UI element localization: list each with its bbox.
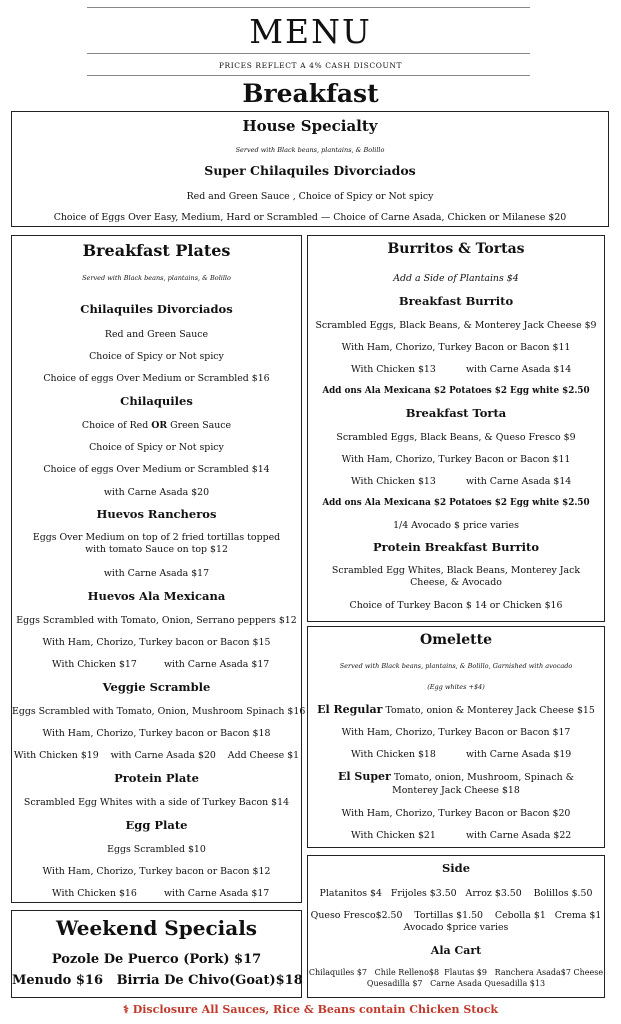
- bt-line-2: With Ham, Chorizo, Turkey Bacon or Bacon $11: [341, 454, 571, 465]
- ch-line-4: with Carne Asada $20: [103, 487, 210, 498]
- weekend-line-2: Menudo $16 Birria De Chivo(Goat)$18: [12, 973, 303, 988]
- weekend-specials-box: [11, 910, 302, 998]
- ham-line-2: With Ham, Chorizo, Turkey bacon or Bacon $15: [42, 637, 271, 648]
- ep-line-3b: with Carne Asada $17: [164, 888, 270, 899]
- breakfast-heading: Breakfast: [242, 79, 379, 108]
- house-line-2: Choice of Eggs Over Easy, Medium, Hard or Scrambled — Choice of Carne Asada, Chicken or Milanese $20: [53, 212, 567, 223]
- es-line-2: With Ham, Chorizo, Turkey Bacon or Bacon $20: [341, 808, 571, 819]
- chd-line-1: Red and Green Sauce: [104, 329, 209, 340]
- huevos-ala-mexicana-name: Huevos Ala Mexicana: [87, 589, 226, 603]
- protein-burrito-name: Protein Breakfast Burrito: [373, 540, 539, 554]
- pb-line-2: Choice of Turkey Bacon $ 14 or Chicken $16: [349, 600, 563, 611]
- omelette-box: [307, 626, 605, 848]
- ch-line-1: Choice of Red OR Green Sauce: [81, 420, 232, 431]
- el-regular-line: El Regular Tomato, onion & Monterey Jack Cheese $15: [317, 703, 595, 716]
- house-line-1: Red and Green Sauce , Choice of Spicy or Not spicy: [186, 191, 434, 202]
- vs-line-1: Eggs Scrambled with Tomato, Onion, Mushroom Spinach $16: [12, 706, 306, 717]
- omelette-egg-whites: (Egg whites +$4): [427, 683, 485, 691]
- breakfast-plates-box: [11, 235, 306, 903]
- ch-line-2: Choice of Spicy or Not spicy: [89, 442, 224, 453]
- side-row-1: Platanitos $4 Frijoles $3.50 Arroz $3.50 Bolillos $.50: [319, 888, 593, 899]
- ala-cart-line-1: Chilaquiles $7 Chile Relleno$8 Flautas $9 Ranchera Asada$7 Cheese: [308, 968, 604, 977]
- ham-line-1: Eggs Scrambled with Tomato, Onion, Serrano peppers $12: [16, 615, 297, 626]
- protein-plate-name: Protein Plate: [114, 771, 199, 785]
- burritos-tortas-title: Burritos & Tortas: [387, 241, 525, 257]
- huevos-rancheros-name: Huevos Rancheros: [96, 507, 217, 521]
- pb-line-1: Scrambled Egg Whites, Black Beans, Monterey Jack Cheese, & Avocado: [331, 565, 581, 588]
- chilaquiles-divorciados-name: Chilaquiles Divorciados: [80, 302, 233, 316]
- super-chilaquiles-name: Super Chilaquiles Divorciados: [204, 163, 416, 178]
- er-line-3b: with Carne Asada $19: [466, 749, 572, 760]
- es-line-3b: with Carne Asada $22: [466, 830, 572, 841]
- omelette-title: Omelette: [420, 632, 492, 648]
- ham-line-3a: With Chicken $17: [52, 659, 137, 670]
- er-line-3a: With Chicken $18: [351, 749, 436, 760]
- chd-line-3: Choice of eggs Over Medium or Scrambled $16: [43, 373, 270, 384]
- cash-discount-note: PRICES REFLECT A 4% CASH DISCOUNT: [218, 61, 403, 70]
- breakfast-burrito-name: Breakfast Burrito: [398, 294, 514, 308]
- omelette-note: Served with Black beans, plantains, & Bolillo, Garnished with avocado: [339, 662, 573, 670]
- pp-line-1: Scrambled Egg Whites with a side of Turkey Bacon $14: [23, 797, 290, 808]
- el-super-line: El Super Tomato, onion, Mushroom, Spinach & Monterey Jack Cheese $18: [338, 770, 574, 796]
- ch-line-3: Choice of eggs Over Medium or Scrambled $14: [43, 464, 270, 475]
- side-title: Side: [441, 861, 471, 875]
- chicken-stock-disclosure: ⚕ Disclosure All Sauces, Rice & Beans contain Chicken Stock: [122, 1003, 499, 1016]
- bt-line-3b: with Carne Asada $14: [466, 476, 572, 487]
- bb-addons: Add ons Ala Mexicana $2 Potatoes $2 Egg white $2.50: [322, 386, 590, 396]
- side-row-2: Queso Fresco$2.50 Tortillas $1.50 Cebolla $1 Crema $1: [310, 910, 602, 921]
- breakfast-torta-name: Breakfast Torta: [405, 406, 507, 420]
- bt-line-3a: With Chicken $13: [351, 476, 436, 487]
- bt-avocado: 1/4 Avocado $ price varies: [393, 520, 519, 531]
- house-specialty-title: House Specialty: [242, 117, 378, 135]
- header-rule: [87, 53, 530, 54]
- ham-line-3b: with Carne Asada $17: [164, 659, 270, 670]
- veggie-scramble-name: Veggie Scramble: [102, 680, 211, 694]
- bb-line-1: Scrambled Eggs, Black Beans, & Monterey Jack Cheese $9: [315, 320, 597, 331]
- hr-line-1: Eggs Over Medium on top of 2 fried tortillas topped with tomato Sauce on top $12: [32, 532, 281, 555]
- ep-line-1: Eggs Scrambled $10: [107, 844, 206, 855]
- bb-line-2: With Ham, Chorizo, Turkey Bacon or Bacon $11: [341, 342, 571, 353]
- ala-cart-title: Ala Cart: [430, 944, 482, 957]
- weekend-line-1: Pozole De Puerco (Pork) $17: [51, 952, 262, 967]
- bb-line-3a: With Chicken $13: [351, 364, 436, 375]
- egg-plate-name: Egg Plate: [125, 818, 188, 832]
- er-line-2: With Ham, Chorizo, Turkey Bacon or Bacon $17: [341, 727, 571, 738]
- es-line-3a: With Chicken $21: [351, 830, 436, 841]
- vs-line-3: With Chicken $19 with Carne Asada $20 Add Cheese $1: [13, 750, 300, 761]
- breakfast-plates-title: Breakfast Plates: [82, 241, 231, 260]
- house-specialty-box: [11, 111, 609, 227]
- side-box: [307, 855, 605, 998]
- burritos-note: Add a Side of Plantains $4: [393, 273, 519, 284]
- vs-line-2: With Ham, Chorizo, Turkey bacon or Bacon $18: [42, 728, 271, 739]
- bt-addons: Add ons Ala Mexicana $2 Potatoes $2 Egg white $2.50: [322, 498, 590, 508]
- bb-line-3b: with Carne Asada $14: [466, 364, 572, 375]
- side-row-3: Avocado $price varies: [403, 922, 509, 933]
- ep-line-3a: With Chicken $16: [52, 888, 137, 899]
- burritos-tortas-box: [307, 235, 605, 622]
- chd-line-2: Choice of Spicy or Not spicy: [89, 351, 224, 362]
- menu-title: MENU: [249, 12, 372, 51]
- header-rule-2: [87, 75, 530, 76]
- house-specialty-note: Served with Black beans, plantains, & Bolillo: [235, 146, 385, 154]
- hr-line-2: with Carne Asada $17: [103, 568, 210, 579]
- bt-line-1: Scrambled Eggs, Black Beans, & Queso Fresco $9: [336, 432, 576, 443]
- breakfast-plates-note: Served with Black beans, plantains, & Bolillo: [82, 274, 231, 282]
- top-rule: [87, 7, 530, 8]
- ala-cart-line-2: Quesadilla $7 Carne Asada Quesadilla $13: [366, 979, 546, 988]
- chilaquiles-name: Chilaquiles: [120, 394, 193, 408]
- weekend-specials-title: Weekend Specials: [55, 916, 258, 940]
- ep-line-2: With Ham, Chorizo, Turkey bacon or Bacon $12: [42, 866, 271, 877]
